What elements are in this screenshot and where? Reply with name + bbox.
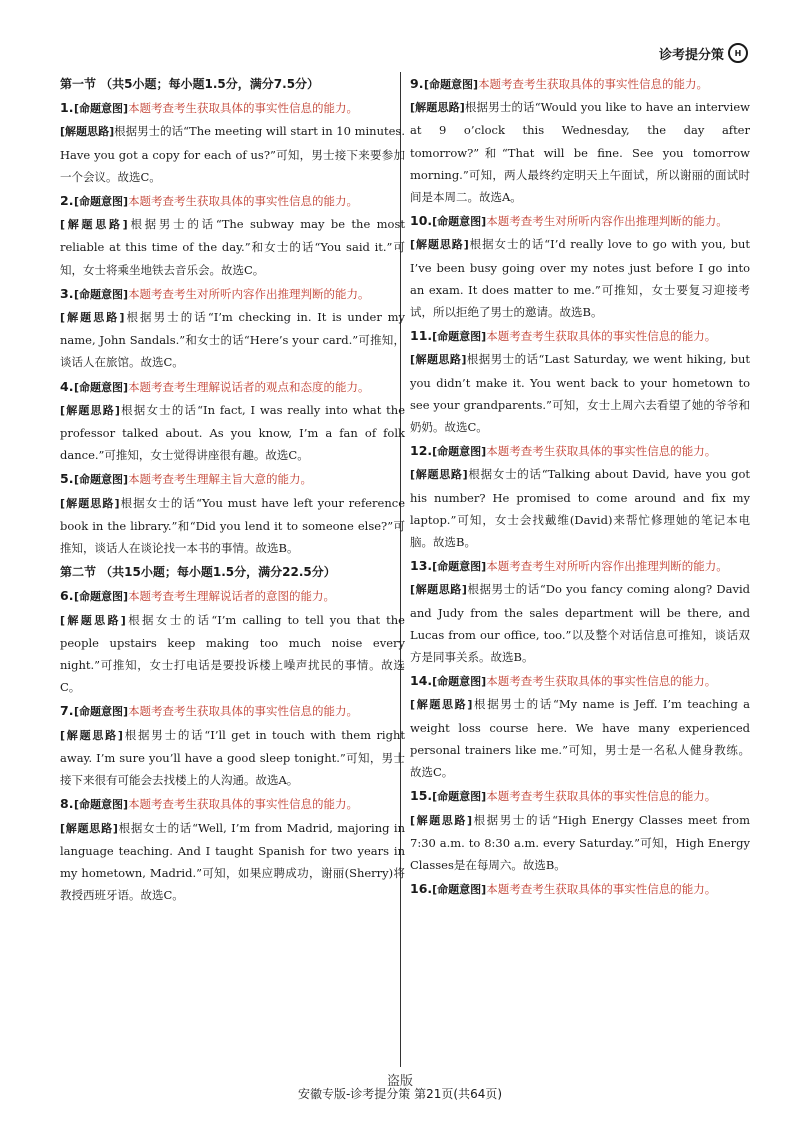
analysis-text: 根据男士的话“Last Saturday, we went hiking, but you didn’t make it. You went back to your hometown to see your grandparents.”可知，女士上周六去看望了她的爷爷和奶奶。故选C。: [410, 352, 750, 435]
question-11: [410, 325, 750, 438]
analysis-label: [解题思路]: [410, 583, 467, 597]
analysis-text: 根据女士的话“Talking about David, have you got his number? He promised to come around and fix my laptop.”可知，女士会找戴维(David)来帮忙修理她的笔记本电脑。故选B。: [410, 467, 750, 550]
question-number: 2.: [60, 193, 74, 209]
intent-text: 本题考查考生理解主旨大意的能力。: [128, 472, 313, 487]
analysis-text: 根据男士的话“High Energy Classes meet from 7:30 a.m. to 8:30 a.m. every Saturday.”可知，High Energy Classes是在每周六。故选B。: [410, 812, 750, 872]
analysis-label: [解题思路]: [410, 813, 472, 827]
analysis-label: [解题思路]: [60, 125, 115, 139]
analysis-label: [解题思路]: [410, 698, 473, 712]
analysis-text: 根据男士的话“The subway may be the most reliable at this time of the day.”和女士的话“You said it.”可知，女士将乘坐地铁去音乐会。故选C。: [60, 217, 406, 277]
intent-label: [命题意图]: [74, 473, 129, 487]
question-15: [410, 785, 750, 876]
intent-label: [命题意图]: [74, 380, 129, 394]
intent-label: [命题意图]: [74, 287, 129, 301]
watermark: 盗版: [386, 1074, 413, 1089]
analysis-label: [解题思路]: [60, 311, 125, 325]
intent-label: [命题意图]: [432, 790, 487, 804]
analysis-label: [解题思路]: [60, 821, 118, 835]
question-number: 6.: [60, 588, 74, 604]
intent-text: 本题考查考生理解说话者的意图的能力。: [128, 589, 336, 604]
analysis-label: [解题思路]: [410, 238, 469, 252]
analysis-label: [解题思路]: [60, 613, 126, 627]
intent-label: [命题意图]: [74, 102, 129, 116]
analysis-label: [解题思路]: [410, 353, 467, 367]
question-number: 15.: [410, 788, 433, 804]
analysis-text: 根据男士的话“I’m checking in. It is under my name, John Sandals.”和女士的话“Here’s your card.”可推知，谈话人在旅馆。故选C。: [60, 310, 405, 370]
question-number: 12.: [410, 443, 433, 459]
analysis-text: 根据男士的话“I’ll get in touch with them right away. I’m sure you’ll have a good sleep tonight.”可知，男士接下来很有可能会去找楼上的人沟通。故选A。: [60, 727, 406, 788]
intent-text: 本题考查考生对所听内容作出推理判断的能力。: [486, 214, 728, 229]
analysis-label: [解题思路]: [410, 101, 465, 115]
question-14: [410, 670, 750, 783]
intent-text: 本题考查考生理解说话者的观点和态度的能力。: [128, 379, 370, 394]
question-5: [60, 468, 405, 559]
question-6: [60, 585, 405, 698]
page-footer: 安徽专版-诊考提分策 第21页(共64页): [297, 1087, 503, 1101]
question-number: 13.: [410, 558, 433, 574]
question-7: [60, 700, 405, 791]
question-12: [410, 440, 750, 553]
intent-text: 本题考查考生获取具体的事实性信息的能力。: [128, 101, 359, 116]
intent-text: 本题考查考生获取具体的事实性信息的能力。: [128, 797, 359, 812]
analysis-text: 根据男士的话“Would you like to have an interview at 9 o’clock this Wednesday, the day after tomorrow?”和“That will be fine. See you tomorrow morning.”可知，两人最终约定明天上午面试，所以谢丽的面试时间是本周二。故选A。: [410, 100, 750, 205]
intent-text: 本题考查考生获取具体的事实性信息的能力。: [486, 674, 717, 689]
question-4: [60, 376, 405, 467]
question-3: [60, 283, 405, 374]
analysis-label: [解题思路]: [60, 218, 128, 232]
intent-label: [命题意图]: [74, 590, 129, 604]
intent-label: [命题意图]: [432, 883, 487, 897]
section-1-title: 第一节 （共5小题；每小题1.5分，满分7.5分）: [60, 77, 320, 91]
question-2: [60, 190, 405, 281]
question-number: 14.: [410, 673, 433, 689]
question-number: 8.: [60, 796, 74, 812]
analysis-text: 根据女士的话“I’d really love to go with you, but I’ve been busy going over my notes just before I go into an exam. It does matter to me.”可推知，女士要复习迎接考试，所以拒绝了男士的邀请。故选B。: [410, 237, 750, 320]
intent-label: [命题意图]: [432, 330, 487, 344]
analysis-text: 根据男士的话“Do you fancy coming along? David and Judy from the sales department will be there, and Lucas from our office, too.”以及整个对话信息可推知，谈话双方是同事关系。故选B。: [410, 582, 750, 665]
intent-text: 本题考查考生获取具体的事实性信息的能力。: [486, 329, 717, 344]
question-number: 4.: [60, 378, 74, 394]
analysis-label: [解题思路]: [60, 496, 120, 510]
question-number: 3.: [60, 285, 74, 301]
intent-label: [命题意图]: [432, 675, 487, 689]
question-number: 1.: [60, 100, 74, 116]
analysis-text: 根据女士的话“I’m calling to tell you that the people upstairs keep making too much noise every night.”可推知，女士打电话是要投诉楼上噪声扰民的事情。故选C。: [60, 612, 405, 695]
left-column: [60, 73, 405, 908]
analysis-text: 根据男士的话“My name is Jeff. I’m teaching a weight loss course here. We have many experienced personal trainers like me.”可知，男士是一名私人健身教练。故选C。: [410, 697, 750, 780]
intent-text: 本题考查考生获取具体的事实性信息的能力。: [128, 194, 359, 209]
question-number: 7.: [60, 703, 74, 719]
intent-text: 本题考查考生获取具体的事实性信息的能力。: [478, 77, 709, 91]
intent-text: 本题考查考生获取具体的事实性信息的能力。: [486, 444, 717, 459]
intent-label: [命题意图]: [432, 560, 487, 574]
intent-label: [命题意图]: [74, 798, 129, 812]
question-8: [60, 793, 405, 906]
brand-name: 诊考提分策: [658, 47, 724, 63]
question-9: [410, 73, 750, 208]
analysis-text: 根据女士的话“Well, I’m from Madrid, majoring in language teaching. And I taught Spanish for two years in my hometown, Madrid.”可知，如果应聘成功，谢丽(Sherry)将教授西班牙语。故选C。: [60, 820, 405, 903]
question-number: 10.: [410, 213, 433, 229]
intent-label: [命题意图]: [74, 705, 129, 719]
analysis-text: 根据女士的话“In fact, I was really into what the professor talked about. As you know, I’m a fan of folk dance.”可推知，女士觉得讲座很有趣。故选C。: [60, 402, 405, 463]
analysis-label: [解题思路]: [60, 403, 120, 417]
question-number: 11.: [410, 328, 433, 344]
question-16: [410, 878, 750, 901]
intent-text: 本题考查考生获取具体的事实性信息的能力。: [486, 789, 717, 804]
brand-logo-icon: H: [728, 43, 748, 63]
question-1: [60, 97, 405, 188]
intent-text: 本题考查考生获取具体的事实性信息的能力。: [486, 882, 717, 897]
question-13: [410, 555, 750, 668]
analysis-text: 根据男士的话“The meeting will start in 10 minutes. Have you got a copy for each of us?”可知，男士接下来要参加一个会议。故选C。: [60, 124, 405, 184]
intent-label: [命题意图]: [74, 195, 129, 209]
intent-label: [命题意图]: [432, 445, 487, 459]
question-number: 16.: [410, 881, 433, 897]
analysis-text: 根据女士的话“You must have left your reference book in the library.”和“Did you lend it to someone else?”可推知，谈话人在谈论找一本书的事情。故选B。: [60, 495, 405, 556]
question-number: 9.: [410, 76, 424, 91]
right-column: [410, 73, 750, 903]
intent-label: [命题意图]: [424, 78, 479, 91]
intent-text: 本题考查考生获取具体的事实性信息的能力。: [128, 704, 359, 719]
intent-text: 本题考查考生对所听内容作出推理判断的能力。: [486, 559, 728, 574]
section-2-title: 第二节 （共15小题；每小题1.5分，满分22.5分）: [60, 565, 336, 580]
intent-label: [命题意图]: [432, 215, 487, 229]
brand-header: [659, 43, 748, 63]
question-number: 5.: [60, 471, 74, 487]
analysis-label: [解题思路]: [60, 728, 123, 742]
analysis-label: [解题思路]: [410, 468, 468, 482]
intent-text: 本题考查考生对所听内容作出推理判断的能力。: [128, 286, 370, 301]
question-10: [410, 210, 750, 323]
